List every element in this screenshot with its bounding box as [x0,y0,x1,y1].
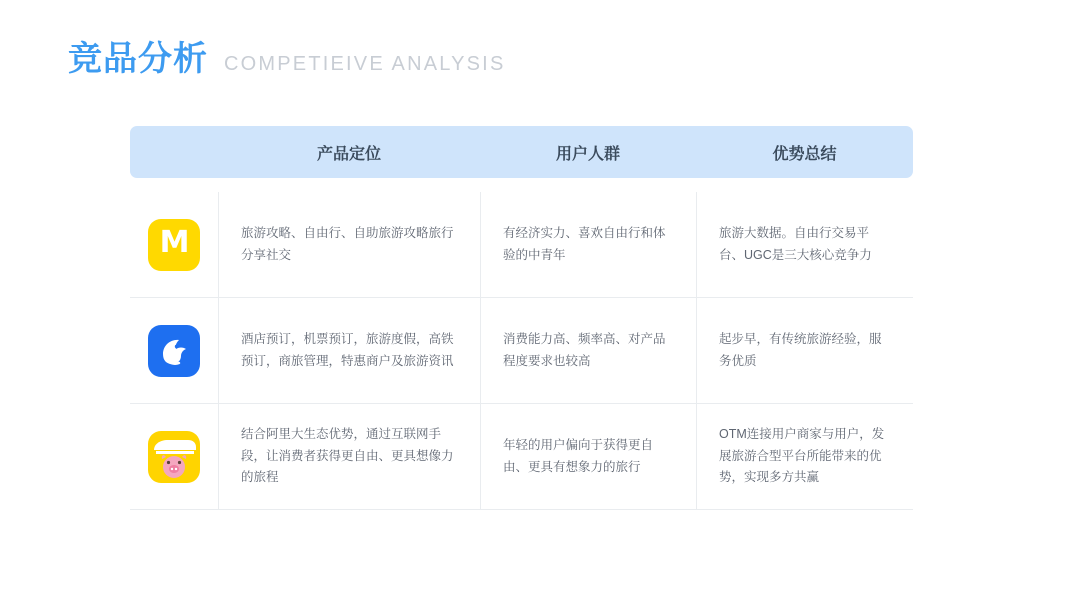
table-header-row [130,126,913,178]
table-cell-advantage: 旅游大数据。自由行交易平台、UGC是三大核心竞争力 [696,192,913,297]
table-cell-audience: 消费能力高、频率高、对产品程度要求也较高 [480,298,696,403]
table-row [130,404,913,510]
table-cell-icon [130,404,218,509]
page-title-cn: 竞品分析 [68,40,208,78]
mafengwo-logo-icon [148,219,200,271]
table-cell-audience: 有经济实力、喜欢自由行和体验的中青年 [480,192,696,297]
table-cell-positioning: 酒店预订，机票预订，旅游度假，高铁预订，商旅管理，特惠商户及旅游资讯 [218,298,480,403]
ctrip-logo-icon [148,325,200,377]
table-body [130,192,913,510]
table-cell-positioning: 旅游攻略、自由行、自助旅游攻略旅行分享社交 [218,192,480,297]
table-header-positioning: 产品定位 [316,145,381,163]
mafengwo-logo-glyph: M [159,225,189,260]
page-title [68,42,505,76]
table-cell-audience: 年轻的用户偏向于获得更自由、更具有想象力的旅行 [480,404,696,509]
table-row [130,192,913,298]
page-title-en: COMPETIEIVE ANALYSIS [224,53,506,75]
fliggy-logo-glyph [148,431,200,483]
table-cell-icon [130,298,218,403]
table-cell-advantage: OTM连接用户商家与用户，发展旅游合型平台所能带来的优势，实现多方共赢 [696,404,913,509]
comparison-table [130,126,913,510]
table-cell-icon [130,192,218,297]
fliggy-logo-icon [148,431,200,483]
table-header-audience: 用户人群 [555,145,620,163]
table-row [130,298,913,404]
table-header-advantage: 优势总结 [772,145,837,163]
ctrip-logo-glyph [148,325,200,377]
table-cell-advantage: 起步早，有传统旅游经验，服务优质 [696,298,913,403]
table-cell-positioning: 结合阿里大生态优势，通过互联网手段，让消费者获得更自由、更具想像力的旅程 [218,404,480,509]
